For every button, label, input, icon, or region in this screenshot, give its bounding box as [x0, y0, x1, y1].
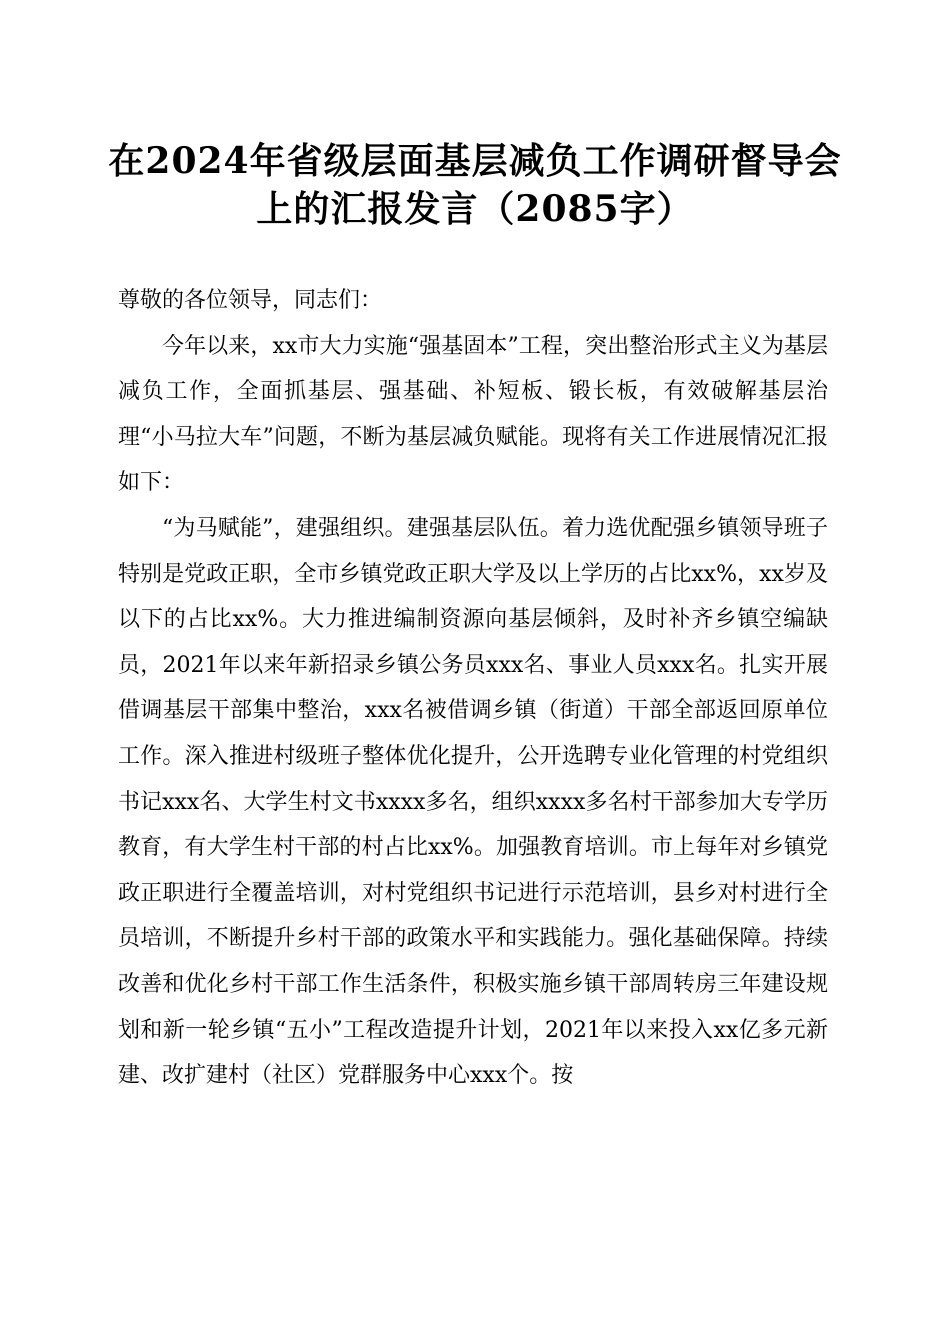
document-title-line-2: 上的汇报发言（2085字） — [256, 188, 694, 230]
paragraph-organization: “为马赋能”，建强组织。建强基层队伍。着力选优配强乡镇领导班子特别是党政正职，全市乡镇党政正职大学及以上学历的占比xx%，xx岁及以下的占比xx%。大力推进编制资源向基层倾斜，及时补齐乡镇空编缺员，2021年以来年新招录乡镇公务员xxx名、事业人员xxx名。扎实开展借调基层干部集中整治，xxx名被借调乡镇（街道）干部全部返回原单位工作。深入推进村级班子整体优化提升，公开选聘专业化管理的村党组织书记xxx名、大学生村文书xxxx多名，组织xxxx多名村干部参加大专学历教育，有大学生村干部的村占比xx%。加强教育培训。市上每年对乡镇党政正职进行全覆盖培训，对村党组织书记进行示范培训，县乡对村进行全员培训，不断提升乡村干部的政策水平和实践能力。强化基础保障。持续改善和优化乡村干部工作生活条件，积极实施乡镇干部周转房三年建设规划和新一轮乡镇“五小”工程改造提升计划，2021年以来投入xx亿多元新建、改扩建村（社区）党群服务中心xxx个。按 — [118, 515, 828, 1089]
document-title-line-1: 在2024年省级层面基层减负工作调研督导会 — [108, 140, 842, 182]
paragraph-intro: 今年以来，xx市大力实施“强基固本”工程，突出整治形式主义为基层减负工作，全面抓基层、强基础、补短板、锻长板，有效破解基层治理“小马拉大车”问题，不断为基层减负赋能。现将有关工作进展情况汇报如下： — [118, 333, 828, 496]
salutation: 尊敬的各位领导，同志们： — [118, 288, 383, 313]
document-body — [118, 278, 828, 1099]
